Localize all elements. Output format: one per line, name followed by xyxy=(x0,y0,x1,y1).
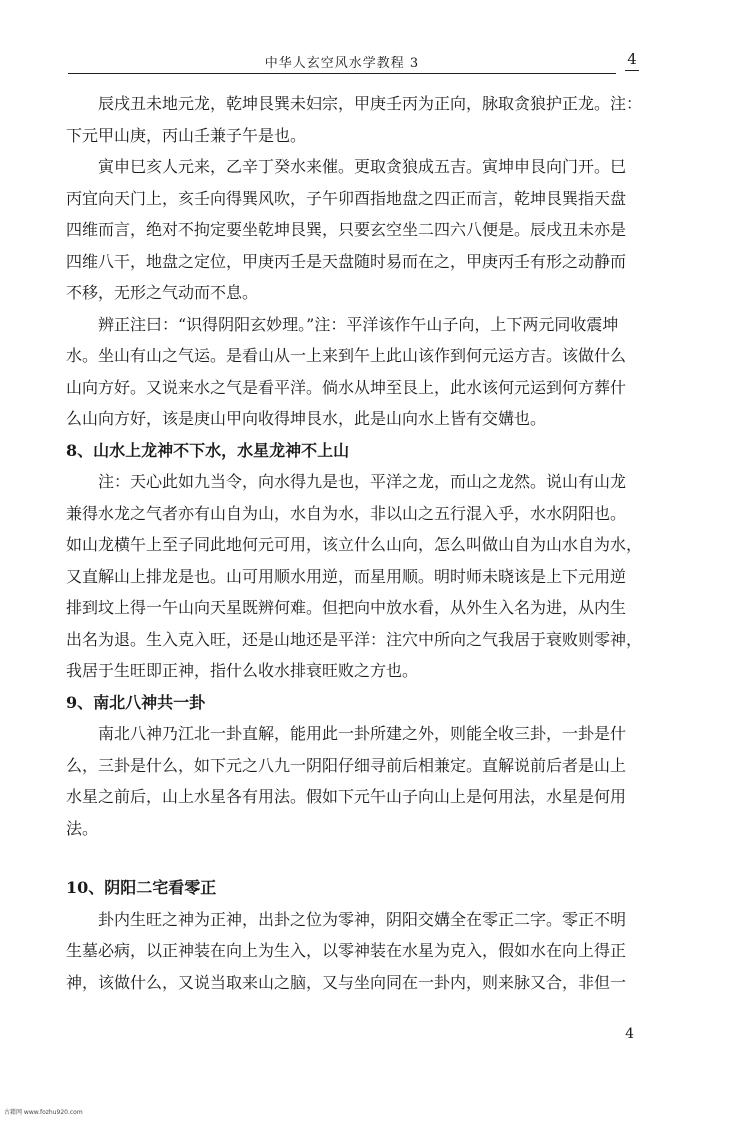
body-text xyxy=(66,88,644,998)
text-line: 法。 xyxy=(66,818,99,838)
paragraph xyxy=(66,88,644,151)
text-line: 又直解山上排龙是也。山可用顺水用逆，而星用顺。明时师未晓该是上下元用逆 xyxy=(66,566,627,586)
text-line: 水星之前后，山上水星各有用法。假如下元午山子向山上是何用法，水星是何用 xyxy=(66,787,627,806)
running-header xyxy=(68,50,616,74)
text-line: 四维而言，绝对不拘定要坐乾坤艮巽，只要玄空坐二四六八便是。辰戌丑未亦是 xyxy=(66,220,627,239)
text-line: 卦内生旺之神为正神，出卦之位为零神，阴阳交媾全在零正二字。零正不明 xyxy=(98,909,627,929)
section-heading: 10、阴阳二宅看零正 xyxy=(66,878,217,897)
text-line: 不移，无形之气动而不息。 xyxy=(66,283,259,302)
text-line: 下元甲山庚，丙山壬兼子午是也。 xyxy=(66,125,307,145)
text-line: 注：天心此如九当令，向水得九是也，平洋之龙，而山之龙然。说山有山龙 xyxy=(98,472,627,491)
paragraph xyxy=(66,466,644,687)
site-watermark: 古藉网 www.fozhu920.com xyxy=(4,1109,83,1116)
header-page-number: 4 xyxy=(625,50,639,71)
text-line: 么，三卦是什么，如下元之八九一阴阳仔细寻前后相兼定。直解说前后者是山上 xyxy=(66,755,627,775)
text-line: 排到坟上得一午山向天星既辨何难。但把向中放水看，从外生入名为进，从内生 xyxy=(66,598,627,617)
text-line: 出名为退。生入克入旺，还是山地还是平洋：注穴中所向之气我居于衰败则零神， xyxy=(66,629,643,649)
header-title: 中华人玄空风水学教程 3 xyxy=(264,56,420,71)
footer-page-number: 4 xyxy=(625,1026,634,1042)
text-line: 南北八神乃江北一卦直解，能用此一卦所建之外，则能全收三卦，一卦是什 xyxy=(98,724,627,743)
text-line: 如山龙横午上至子同此地何元可用，该立什么山向，怎么叫做山自为山水自为水， xyxy=(66,535,643,554)
text-line: 丙宜向天门上，亥壬向得巽风吹，子午卯酉指地盘之四正而言，乾坤艮巽指天盘 xyxy=(66,188,627,208)
text-line: 神，该做什么，又说当取来山之脑，又与坐向同在一卦内，则来脉又合，非但一 xyxy=(66,972,627,992)
text-line: 四维八干，地盘之定位，甲庚丙壬是天盘随时易而在之，甲庚丙壬有形之动静而 xyxy=(66,251,627,271)
text-line: 我居于生旺即正神，指什么收水排衰旺败之方也。 xyxy=(66,661,419,680)
text-line: 辨正注曰：“识得阴阳玄妙理。”注：平洋该作午山子向，上下两元同收震坤 xyxy=(98,314,619,334)
text-line: 兼得水龙之气者亦有山自为山，水自为水，非以山之五行混入乎，水水阴阳也。 xyxy=(66,503,627,523)
paragraph xyxy=(66,904,644,999)
text-line: 山向方好。又说来水之气是看平洋。倘水从坤至艮上，此水该何元运到何方葬什 xyxy=(66,377,627,397)
header-rule xyxy=(68,73,616,74)
section-heading: 8、山水上龙神不下水，水星龙神不上山 xyxy=(66,440,350,460)
text-line: 生墓必病，以正神装在向上为生入，以零神装在水星为克入，假如水在向上得正 xyxy=(66,941,627,960)
section-heading: 9、南北八神共一卦 xyxy=(66,692,206,712)
section-gap xyxy=(66,844,644,872)
paragraph xyxy=(66,309,644,435)
text-line: 水。坐山有山之气运。是看山从一上来到午上此山该作到何元运方吉。该做什么 xyxy=(66,346,627,365)
text-line: 么山向方好，该是庚山甲向收得坤艮水，此是山向水上皆有交媾也。 xyxy=(66,409,547,428)
paragraph xyxy=(66,151,644,309)
text-line: 寅申巳亥人元来，乙辛丁癸水来催。更取贪狼成五吉。寅坤申艮向门开。巳 xyxy=(98,157,627,176)
text-line: 辰戌丑未地元龙，乾坤艮巽未妇宗，甲庚壬丙为正向，脉取贪狼护正龙。注： xyxy=(98,94,643,113)
paragraph xyxy=(66,718,644,844)
